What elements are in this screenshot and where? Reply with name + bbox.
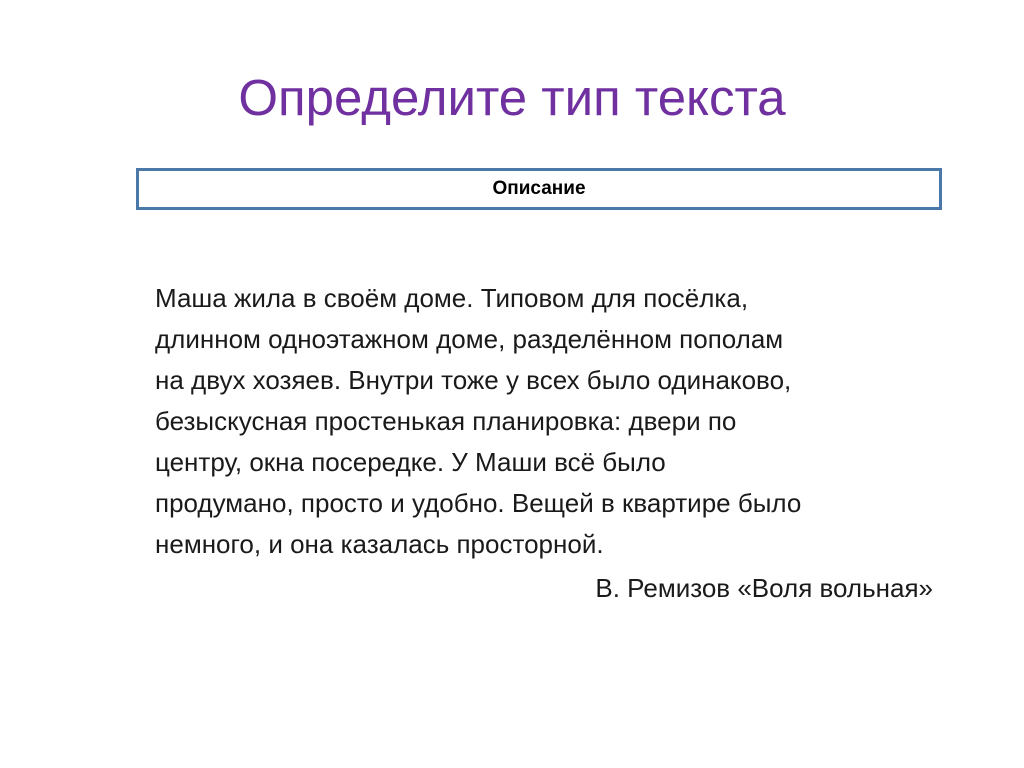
passage-line: длинном одноэтажном доме, разделённом пополам — [155, 324, 784, 354]
slide-title: Определите тип текста — [238, 69, 786, 126]
answer-box — [136, 168, 942, 210]
passage-line: продумано, просто и удобно. Вещей в квартире было — [155, 488, 802, 518]
passage-line: на двух хозяев. Внутри тоже у всех было одинаково, — [155, 365, 792, 395]
passage-text — [155, 278, 955, 565]
attribution: В. Ремизов «Воля вольная» — [595, 573, 933, 603]
passage-line: центру, окна посередке. У Маши всё было — [155, 447, 666, 477]
answer-text: Описание — [492, 178, 586, 199]
passage-line: Маша жила в своём доме. Типовом для посёлка, — [155, 283, 749, 313]
passage-line: немного, и она казалась просторной. — [155, 529, 604, 559]
passage-line: безыскусная простенькая планировка: двери по — [155, 406, 737, 436]
